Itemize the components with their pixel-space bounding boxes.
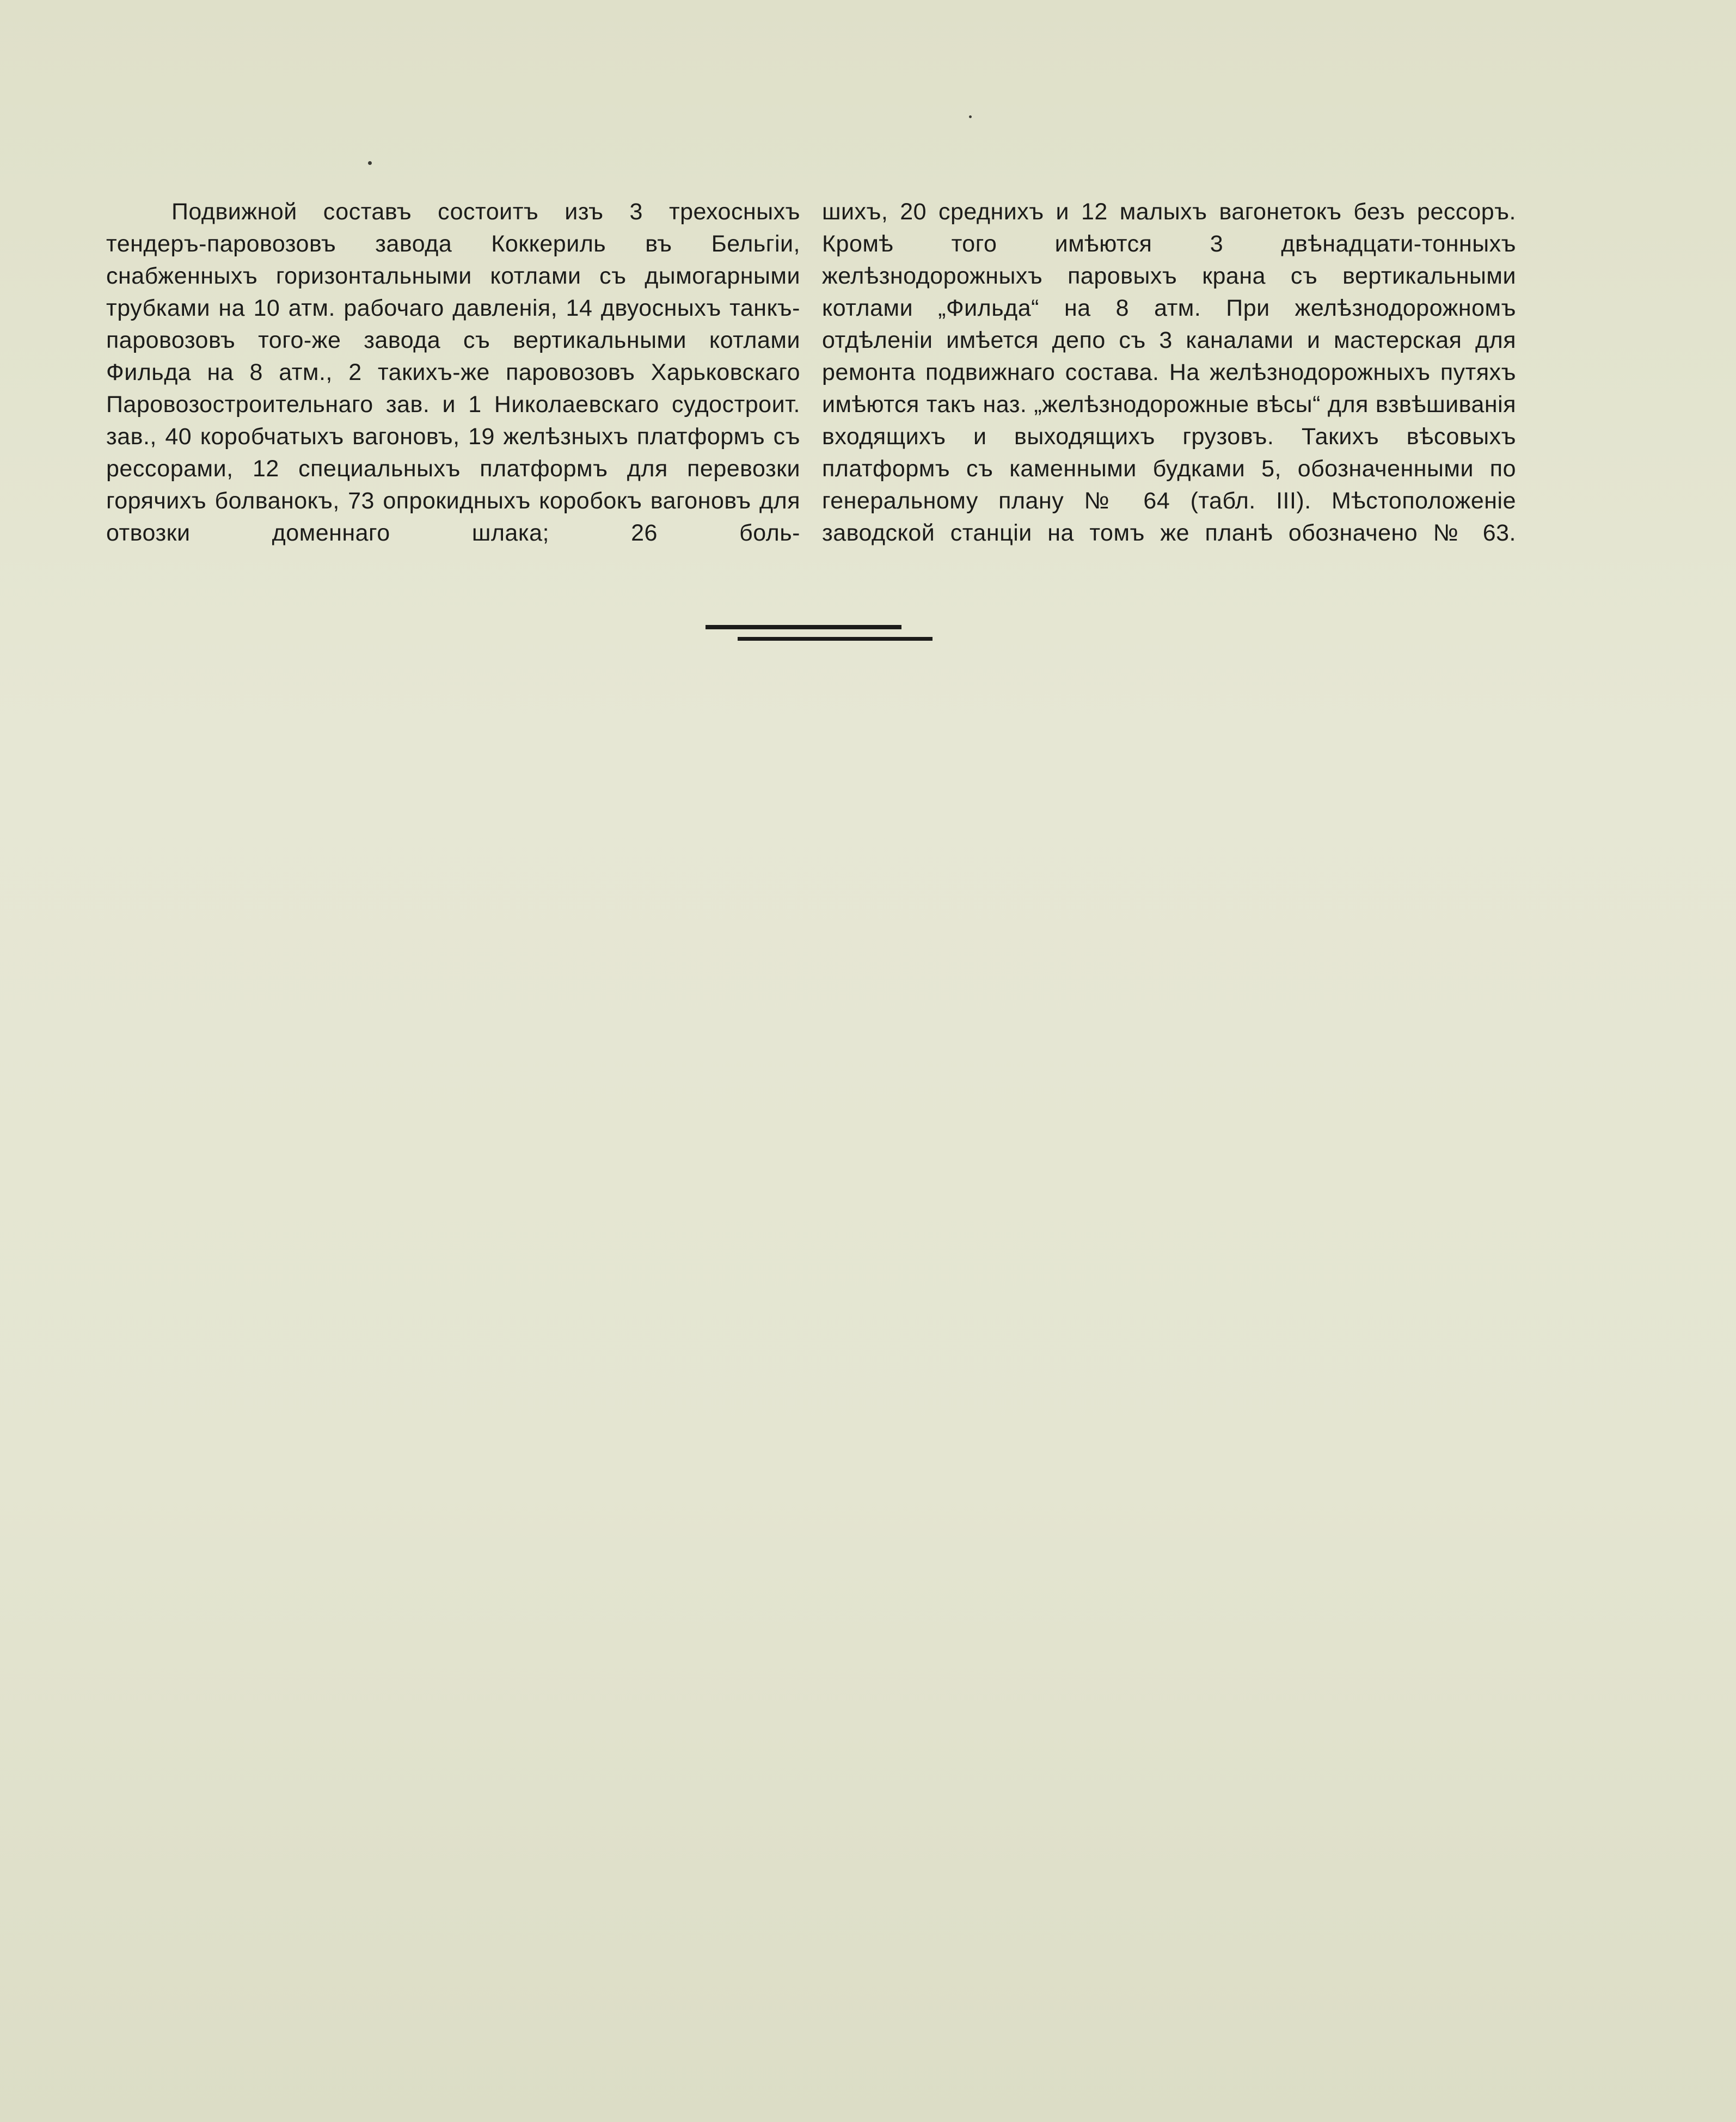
left-column-paragraph: Подвижной составъ состоитъ изъ 3 трехосныхъ тендеръ-паровозовъ завода Коккериль въ Бельгiи, снабженныхъ горизонтальными котлами съ дымогарными трубками на 10 атм. рабочаго давленія, 14 двуосныхъ танкъ-паровозовъ того-же завода съ вертикальными котлами Фильда на 8 атм., 2 такихъ-же паровозовъ Харьковскаго Паровозостроительнаго зав. и 1 Николаевскаго судостроит. зав., 40 коробчатыхъ вагоновъ, 19 желѣзныхъ платформъ съ рессорами, 12 специальныхъ платформъ для перевозки горячихъ болванокъ, 73 опрокидныхъ коробокъ вагоновъ для отвозки доменнаго шлака; 26 боль- — [106, 199, 800, 546]
right-column — [822, 196, 1516, 555]
section-end-rule-top — [706, 625, 901, 629]
section-end-rule-bottom — [738, 637, 933, 641]
two-column-text — [106, 196, 1516, 555]
right-column-paragraph: шихъ, 20 среднихъ и 12 малыхъ вагонетокъ безъ рессоръ. Кромѣ того имѣются 3 двѣнадцати-тонныхъ желѣзнодорожныхъ паровыхъ крана съ вертикальными котлами „Фильда“ на 8 атм. При желѣзнодорожномъ отдѣленiи имѣется депо съ 3 каналами и мастерская для ремонта подвижнаго состава. На желѣзнодорожныхъ путяхъ имѣются такъ наз. „желѣзнодорожные вѣсы“ для взвѣшиванія входящихъ и выходящихъ грузовъ. Такихъ вѣсовыхъ платформъ съ каменными будками 5, обозначенными по генеральному плану № 64 (табл. III). Мѣстоположенiе заводской станцiи на томъ же планѣ обозначено № 63. — [822, 199, 1516, 546]
paper-speck — [969, 115, 972, 118]
paper-speck — [368, 161, 372, 165]
left-column — [106, 196, 800, 555]
